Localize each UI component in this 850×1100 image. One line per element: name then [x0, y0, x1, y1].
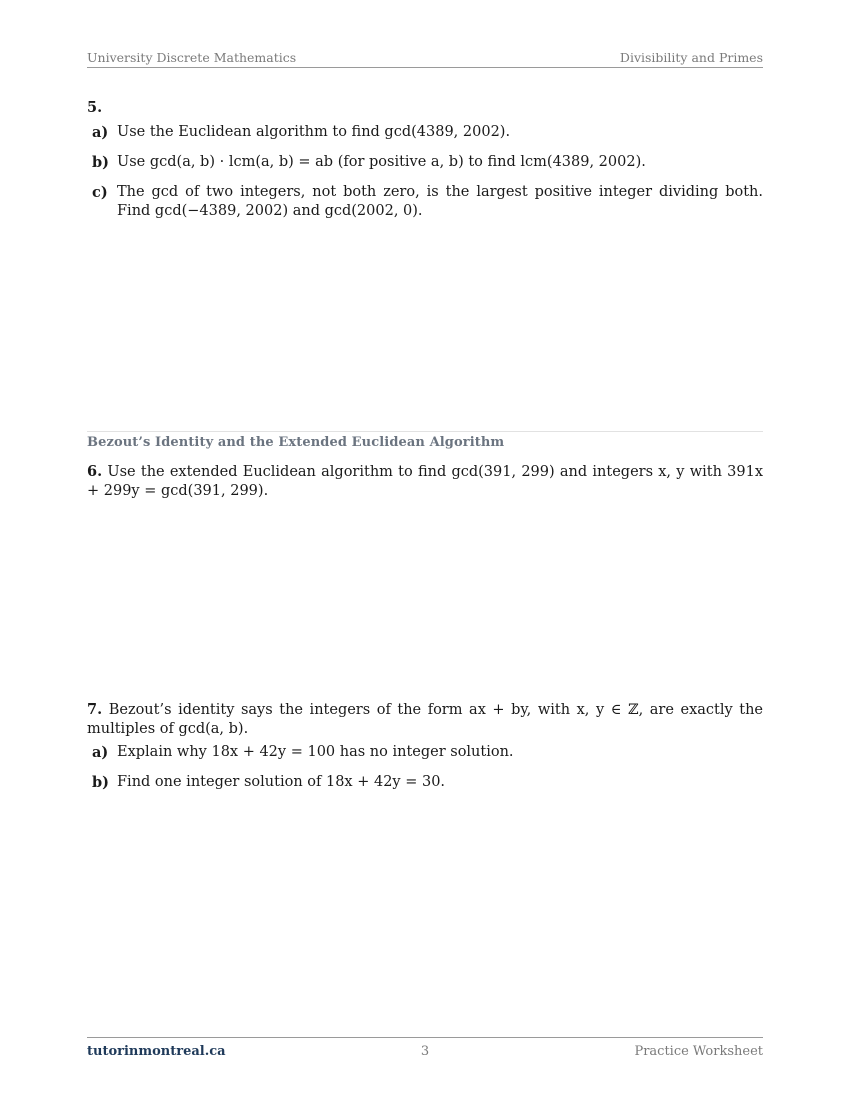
question-part	[87, 773, 763, 792]
footer-site-link[interactable]: tutorinmontreal.ca	[87, 1044, 226, 1059]
page-footer	[87, 1037, 763, 1059]
part-text: Find one integer solution of 18x + 42y = 30.	[117, 774, 446, 790]
part-label: b)	[92, 774, 109, 791]
page-number: 3	[420, 1044, 430, 1059]
question-7	[87, 700, 763, 803]
part-label: a)	[92, 124, 109, 141]
part-text: Explain why 18x + 42y = 100 has no integer solution.	[117, 744, 514, 760]
part-label: a)	[92, 744, 109, 761]
question-stem	[87, 700, 763, 739]
question-5	[87, 98, 763, 232]
part-text: The gcd of two integers, not both zero, is the largest positive integer dividing both. Find gcd(−4389, 2002) and gcd(2002, 0).	[117, 184, 763, 219]
question-number: 6.	[87, 463, 103, 480]
part-text: Use gcd(a, b) · lcm(a, b) = ab (for positive a, b) to find lcm(4389, 2002).	[117, 154, 646, 170]
part-label: b)	[92, 154, 109, 171]
question-6	[87, 462, 763, 501]
question-number: 7.	[87, 701, 103, 718]
section-divider	[87, 431, 763, 432]
question-part	[87, 123, 763, 142]
question-number: 5.	[87, 99, 103, 116]
header-topic: Divisibility and Primes	[619, 50, 763, 65]
question-part	[87, 743, 763, 762]
page-header	[87, 50, 763, 68]
question-part	[87, 153, 763, 172]
header-course-title: University Discrete Mathematics	[87, 50, 297, 65]
part-text: Use the Euclidean algorithm to find gcd(4389, 2002).	[117, 124, 511, 140]
part-label: c)	[92, 184, 108, 201]
question-text: Bezout’s identity says the integers of the form ax + by, with x, y ∈ ℤ, are exactly the multiples of gcd(a, b).	[87, 702, 763, 737]
footer-label: Practice Worksheet	[634, 1044, 763, 1059]
question-text: Use the extended Euclidean algorithm to find gcd(391, 299) and integers x, y with 391x + 299y = gcd(391, 299).	[87, 464, 764, 499]
section-title: Bezout’s Identity and the Extended Euclidean Algorithm	[87, 435, 505, 450]
question-part	[87, 183, 763, 221]
